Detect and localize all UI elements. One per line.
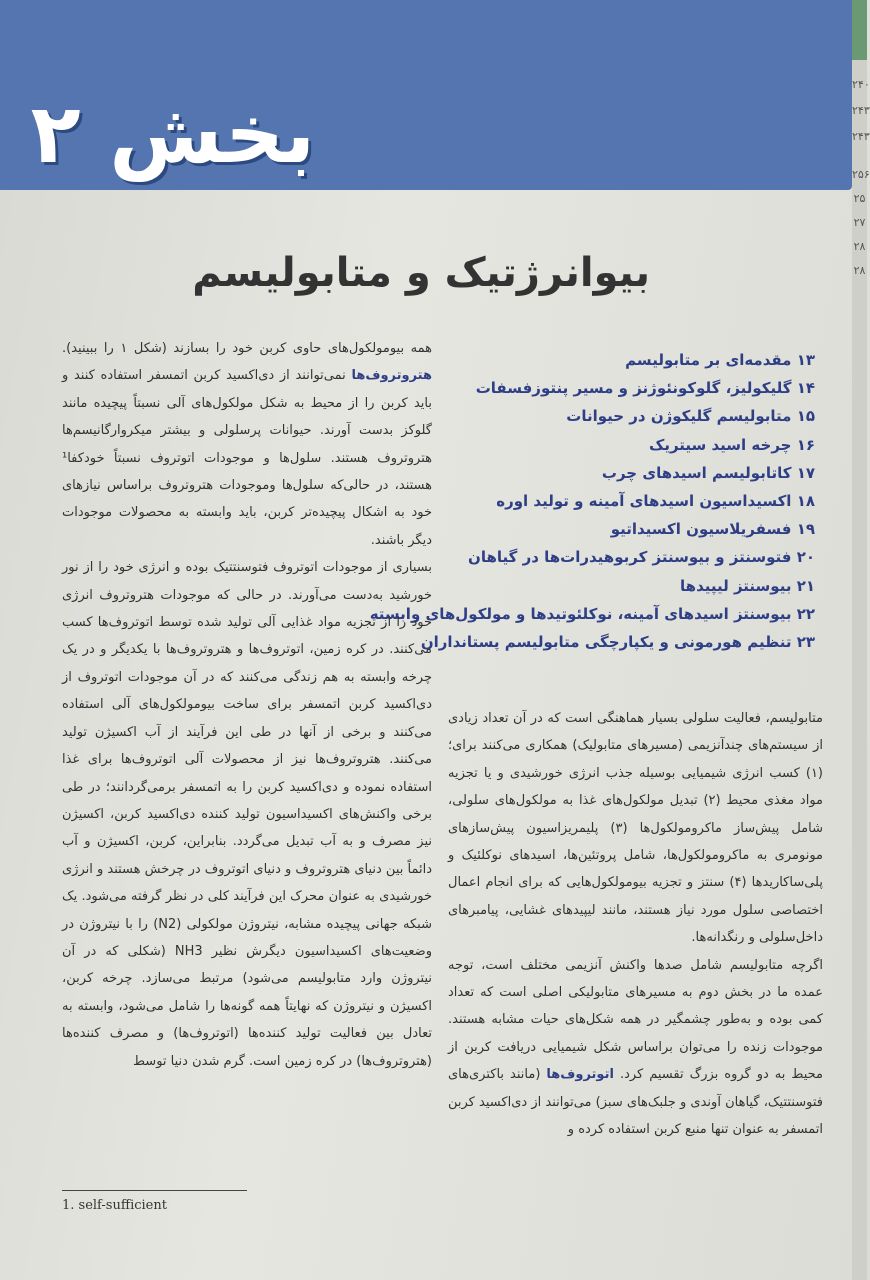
left-column [62, 335, 432, 1075]
edge-number: ۲۴۳ [852, 104, 870, 117]
chapter-item: ۱۵ متابولیسم گلیکوژن در حیوانات [566, 407, 815, 426]
chapter-item: ۱۳ مقدمه‌ای بر متابولیسم [625, 351, 815, 369]
chapter-item: ۲۳ تنظیم هورمونی و یکپارچگی متابولیسم پستانداران [420, 632, 815, 651]
paragraph-text: نمی‌توانند از دی‌اکسید کربن اتمسفر استفاده کنند و باید کربن را از محیط به شکل مولکول‌های آلی نسبتاً پیچیده مانند گلوکز بدست آورند. حیوانات پرسلولی و بیشتر میکروارگانیسم‌ها هتروتروف هستند. سلول‌ها و موجودات اتوتروف نسبتاً خودکفا¹ هستند، در حالی‌که سلول‌ها وموجودات هتروتروف براساس نیازهای خود به اشکال پیچیده‌تر کربن، باید وابسته به محصولات موجودات دیگر باشند. [62, 368, 432, 548]
chapter-item: ۲۲ بیوسنتز اسیدهای آمینه، نوکلئوتیدها و مولکول‌های وابسته [369, 604, 815, 623]
edge-number: ۲۸ [853, 264, 866, 277]
chapter-item: ۱۷ کاتابولیسم اسیدهای چرب [601, 463, 815, 482]
edge-tab [852, 0, 867, 60]
paragraph-text: همه بیومولکول‌های حاوی کربن خود را بسازند (شکل ۱ را ببینید). [62, 341, 432, 356]
body-paragraph: متابولیسم، فعالیت سلولی بسیار هماهنگی است که در آن تعداد زیادی از سیستم‌های چندآنزیمی (مسیرهای متابولیک) همکاری می‌کنند برای؛ (۱) کسب انرژی شیمیایی بوسیله جذب انرژی خورشیدی و یا تجزیه مواد مغذی محیط (۲) تبدیل مولکول‌های غذا به مولکول‌های سلولی، شامل پیش‌ساز ماکرومولکول‌ها (۳) پلیمریزاسیون پیش‌سازهای مونومری به ماکرومولکول‌ها، شامل پروتئین‌ها، اسیدهای نوکلئیک و پلی‌ساکاریدها (۴) سنتز و تجزیه بیومولکول‌هایی که برای انجام اعمال اختصاصی سلول مورد نیاز هستند، مانند لیپیدهای غشایی، پیامبرهای داخل‌سلولی و رنگدانه‌ها. [448, 711, 823, 946]
chapter-item: ۱۹ فسفریلاسیون اکسیداتیو [610, 520, 815, 539]
chapter-item: ۲۰ فتوسنتز و بیوسنتز کربوهیدرات‌ها در گیاهان [468, 548, 815, 567]
footnote: 1. self-sufficient [62, 1198, 167, 1213]
keyword: هتروتروف‌ها [351, 368, 432, 384]
chapter-item: ۱۸ اکسیداسیون اسیدهای آمینه و تولید اوره [496, 491, 815, 510]
footnote-divider [62, 1190, 247, 1191]
edge-number: ۲۴۰ [852, 78, 870, 91]
paragraph-text: (مانند باکتری‌های فتوسنتتیک، گیاهان آوندی و جلبک‌های سبز) می‌توانند از دی‌اکسید کربن اتمسفر به عنوان تنها منبع کربن استفاده کرده و [448, 1067, 823, 1138]
body-paragraph: بسیاری از موجودات اتوتروف فتوسنتتیک بوده و انرژی خود را از نور خورشید به‌دست می‌آورند. در حالی که موجودات هتروتروف انرژی خود را از تجزیه مواد غذایی آلی تولید شده توسط اتوتروف‌ها کسب می‌کنند. در کره زمین، اتوتروف‌ها و هتروتروف‌ها با یکدیگر و در یک چرخه وابسته به هم زندگی می‌کنند که در آن موجودات اتوتروف از دی‌اکسید کربن اتمسفر برای ساخت بیومولکول‌های آلی استفاده می‌کنند و برخی از آنها در طی این فرآیند از آب اکسیژن تولید می‌کنند. هتروتروف‌ها نیز از محصولات آلی اتوتروف‌ها برای غذا استفاده نموده و دی‌اکسید کربن را به اتمسفر برمی‌گردانند؛ در طی برخی واکنش‌های اکسیداسیون تولید کننده دی‌اکسید کربن، اکسیژن نیز مصرف و به آب تبدیل می‌گردد. بنابراین، کربن، اکسیژن و آب دائماً بین دنیای هتروتروف و دنیای اتوتروف در چرخش هستند و انرژی خورشیدی به عنوان محرک این فرآیند کلی در نظر گرفته می‌شود. یک شبکه جهانی پیچیده مشابه، نیتروژن مولکولی (N2) را با نیتروژن در وضعیت‌های اکسیداسیون دیگرش نظیر NH3 (شکلی که در آن نیتروژن وارد متابولیسم می‌شود) مرتبط می‌سازد. چرخه کربن، اکسیژن و نیتروژن که نهایتاً همه گونه‌ها را شامل می‌شود، وابسته به تعادل بین فعالیت تولید کننده‌ها (اتوتروف‌ها) و مصرف کننده‌ها (هتروتروف‌ها) در کره زمین است. گرم شدن دنیا توسط [61, 560, 432, 1069]
body-paragraph [62, 335, 432, 554]
edge-number: ۲۸ [853, 240, 866, 253]
body-paragraph [448, 952, 823, 1144]
keyword: اتوتروف‌ها [546, 1067, 614, 1083]
paragraph-text: اگرچه متابولیسم شامل صدها واکنش آنزیمی مختلف است، توجه عمده ما در بخش دوم به مسیرهای متابولیکی اصلی است که تعداد کمی بوده و به‌طور چشمگیر در همه شکل‌های حیات مشابه هستند. موجودات زنده را می‌توان براساس شکل شیمیایی دریافت کربن از محیط به دو گروه بزرگ تقسیم کرد. [448, 957, 823, 1083]
chapter-item: ۱۶ چرخه اسید سیتریک [648, 435, 815, 454]
edge-number: ۲۵۶ [852, 168, 870, 181]
right-column [448, 705, 823, 1144]
chapter-item: ۱۴ گلیکولیز، گلوکونئوژنز و مسیر پنتوزفسفات [475, 379, 815, 398]
edge-number: ۲۵ [853, 192, 866, 205]
edge-number: ۲۴۳ [852, 130, 870, 143]
chapter-item: ۲۱ بیوسنتز لیپیدها [680, 576, 815, 595]
page-title: بیوانرژتیک و متابولیسم [192, 250, 650, 296]
edge-number: ۲۷ [853, 216, 866, 229]
section-title: بخش ۲ [30, 87, 315, 182]
